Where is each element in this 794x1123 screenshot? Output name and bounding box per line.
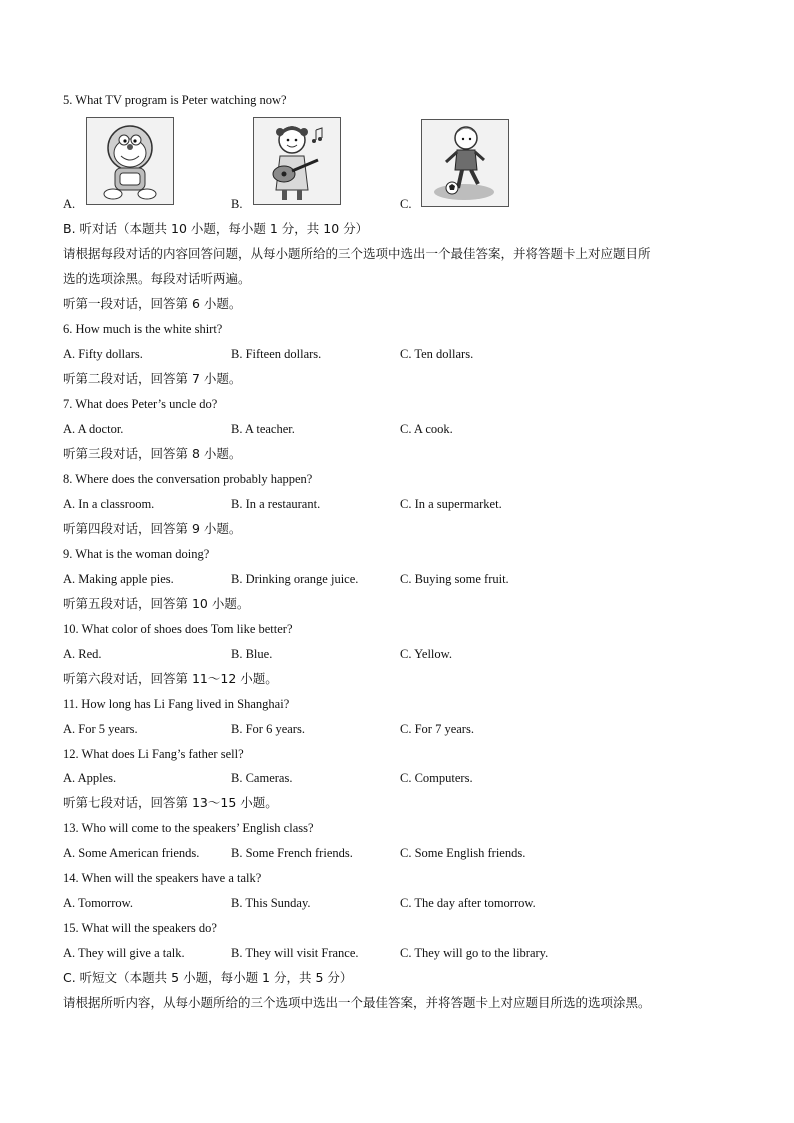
option-14b[interactable]: B. This Sunday.	[231, 896, 311, 910]
option-8c[interactable]: C. In a supermarket.	[400, 497, 502, 511]
option-11a[interactable]: A. For 5 years.	[63, 722, 138, 736]
question-7: 7. What does Peter’s uncle do?	[63, 397, 218, 411]
question-12: 12. What does Li Fang’s father sell?	[63, 747, 244, 761]
dialogue-5-instruction: 听第五段对话，回答第 10 小题。	[63, 596, 250, 611]
question-5: 5. What TV program is Peter watching now?	[63, 93, 287, 107]
option-13b[interactable]: B. Some French friends.	[231, 846, 353, 860]
option-7b[interactable]: B. A teacher.	[231, 422, 295, 436]
option-7a[interactable]: A. A doctor.	[63, 422, 124, 436]
option-9a[interactable]: A. Making apple pies.	[63, 572, 174, 586]
section-b-heading: B. 听对话（本题共 10 小题，每小题 1 分，共 10 分）	[63, 221, 369, 236]
question-8: 8. Where does the conversation probably happen?	[63, 472, 313, 486]
option-13c[interactable]: C. Some English friends.	[400, 846, 526, 860]
question-15: 15. What will the speakers do?	[63, 921, 217, 935]
option-15a[interactable]: A. They will give a talk.	[63, 946, 185, 960]
option-6b[interactable]: B. Fifteen dollars.	[231, 347, 322, 361]
question-10: 10. What color of shoes does Tom like better?	[63, 622, 293, 636]
question-13: 13. Who will come to the speakers’ English class?	[63, 821, 314, 835]
option-6c[interactable]: C. Ten dollars.	[400, 347, 474, 361]
option-13a[interactable]: A. Some American friends.	[63, 846, 200, 860]
question-14: 14. When will the speakers have a talk?	[63, 871, 262, 885]
option-5a[interactable]: A.	[63, 197, 76, 211]
option-5b[interactable]: B.	[231, 197, 243, 211]
section-c-instruction: 请根据所听内容，从每小题所给的三个选项中选出一个最佳答案，并将答题卡上对应题目所选的选项涂黑。	[63, 995, 651, 1010]
option-12c[interactable]: C. Computers.	[400, 771, 473, 785]
option-14c[interactable]: C. The day after tomorrow.	[400, 896, 536, 910]
option-9b[interactable]: B. Drinking orange juice.	[231, 572, 359, 586]
question-9: 9. What is the woman doing?	[63, 547, 210, 561]
option-11c[interactable]: C. For 7 years.	[400, 722, 474, 736]
option-15b[interactable]: B. They will visit France.	[231, 946, 359, 960]
dialogue-7-instruction: 听第七段对话，回答第 13～15 小题。	[63, 795, 278, 810]
option-6a[interactable]: A. Fifty dollars.	[63, 347, 143, 361]
dialogue-6-instruction: 听第六段对话，回答第 11～12 小题。	[63, 671, 278, 686]
question-11: 11. How long has Li Fang lived in Shanghai?	[63, 697, 290, 711]
boy-playing-soccer-image	[421, 119, 509, 207]
option-8a[interactable]: A. In a classroom.	[63, 497, 155, 511]
dialogue-3-instruction: 听第三段对话，回答第 8 小题。	[63, 446, 242, 461]
option-5c[interactable]: C.	[400, 197, 412, 211]
option-10a[interactable]: A. Red.	[63, 647, 102, 661]
option-7c[interactable]: C. A cook.	[400, 422, 453, 436]
dialogue-1-instruction: 听第一段对话，回答第 6 小题。	[63, 296, 242, 311]
robot-cat-cartoon-image	[86, 117, 174, 205]
question-6: 6. How much is the white shirt?	[63, 322, 223, 336]
option-11b[interactable]: B. For 6 years.	[231, 722, 305, 736]
girl-playing-guitar-image	[253, 117, 341, 205]
option-8b[interactable]: B. In a restaurant.	[231, 497, 321, 511]
option-15c[interactable]: C. They will go to the library.	[400, 946, 549, 960]
dialogue-4-instruction: 听第四段对话，回答第 9 小题。	[63, 521, 242, 536]
option-14a[interactable]: A. Tomorrow.	[63, 896, 133, 910]
option-10c[interactable]: C. Yellow.	[400, 647, 452, 661]
option-9c[interactable]: C. Buying some fruit.	[400, 572, 509, 586]
dialogue-2-instruction: 听第二段对话，回答第 7 小题。	[63, 371, 242, 386]
option-10b[interactable]: B. Blue.	[231, 647, 273, 661]
option-12b[interactable]: B. Cameras.	[231, 771, 293, 785]
option-12a[interactable]: A. Apples.	[63, 771, 117, 785]
section-b-instruction-line-2: 选的选项涂黑。每段对话听两遍。	[63, 271, 251, 286]
section-c-heading: C. 听短文（本题共 5 小题，每小题 1 分，共 5 分）	[63, 970, 353, 985]
section-b-instruction-line-1: 请根据每段对话的内容回答问题，从每小题所给的三个选项中选出一个最佳答案，并将答题卡上对应题目所	[63, 246, 651, 261]
